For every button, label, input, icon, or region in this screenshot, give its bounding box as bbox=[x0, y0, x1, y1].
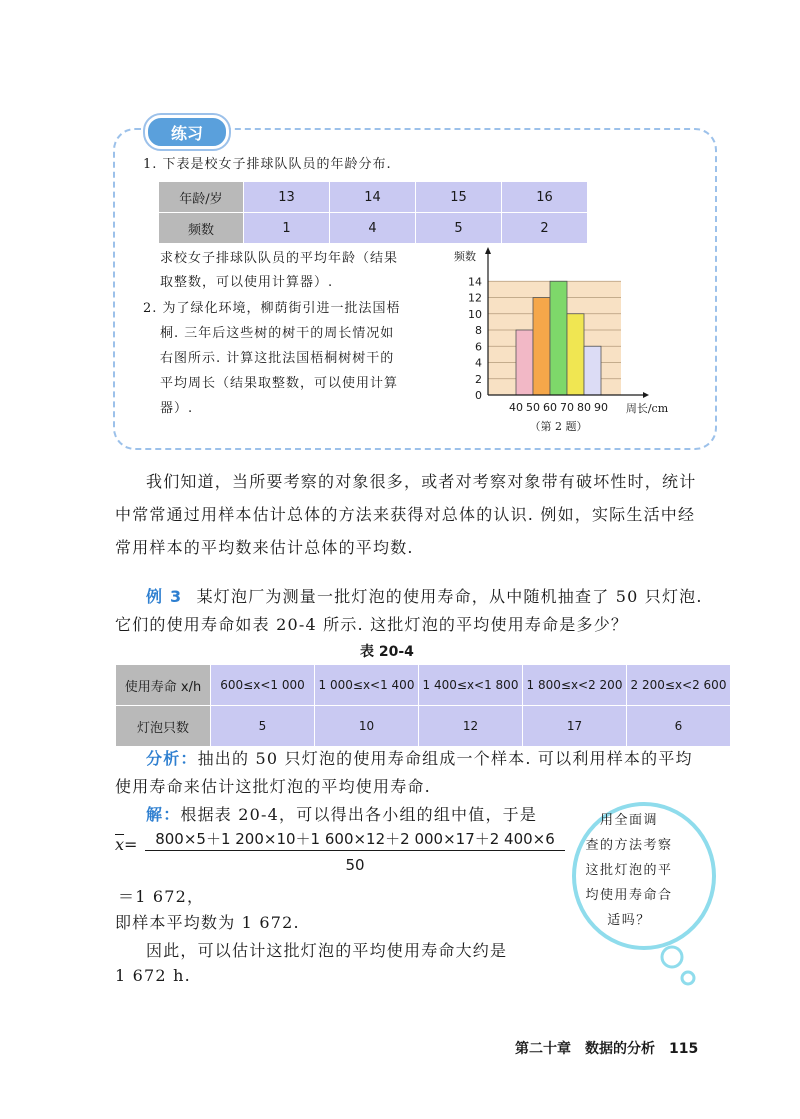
table-cell: 4 bbox=[330, 213, 416, 244]
formula-xbar bbox=[115, 835, 137, 854]
exercise-q2-line-5: 器）. bbox=[160, 401, 194, 416]
table-row bbox=[159, 213, 588, 244]
thought-bubble bbox=[566, 808, 682, 933]
x-tick-label: 60 bbox=[543, 401, 557, 414]
exercise-q2-line-4: 平均周长（结果取整数，可以使用计算 bbox=[160, 376, 399, 391]
formula-denominator: 50 bbox=[345, 856, 365, 874]
histogram-bar bbox=[567, 314, 584, 395]
analysis-line-1 bbox=[146, 746, 693, 769]
table-cell: 1 000≤x<1 400 bbox=[315, 665, 419, 706]
table-cell: 17 bbox=[523, 706, 627, 747]
y-tick-label: 0 bbox=[475, 389, 482, 402]
x-tick-label: 80 bbox=[577, 401, 591, 414]
life-table bbox=[115, 664, 731, 747]
table-cell: 年龄/岁 bbox=[159, 182, 244, 213]
table-cell: 5 bbox=[211, 706, 315, 747]
histogram-bar bbox=[550, 281, 567, 395]
table-cell: 1 800≤x<2 200 bbox=[523, 665, 627, 706]
chart-caption: （第 2 题） bbox=[529, 420, 588, 433]
table-cell: 16 bbox=[502, 182, 588, 213]
bubble-line: 适吗？ bbox=[607, 913, 651, 928]
table-cell: 1 bbox=[244, 213, 330, 244]
x-axis-arrow bbox=[643, 392, 649, 398]
formula-numerator: 800×5＋1 200×10＋1 600×12＋2 000×17＋2 400×6 bbox=[155, 830, 555, 848]
table-row bbox=[116, 706, 731, 747]
exercise-q2-line-2: 桐. 三年后这些树的树干的周长情况如 bbox=[160, 326, 395, 341]
y-axis-label: 频数 bbox=[454, 250, 476, 263]
exercise-q1: 1. 下表是校女子排球队队员的年龄分布. bbox=[143, 157, 392, 172]
table-title: 表 20-4 bbox=[360, 644, 414, 660]
x-tick-label: 70 bbox=[560, 401, 574, 414]
table-cell: 14 bbox=[330, 182, 416, 213]
example-text-1: 某灯泡厂为测量一批灯泡的使用寿命，从中随机抽查了 50 只灯泡. bbox=[196, 587, 703, 606]
table-cell: 2 bbox=[502, 213, 588, 244]
x-axis-label: 周长/cm bbox=[625, 402, 669, 415]
table-cell: 10 bbox=[315, 706, 419, 747]
bubble-line: 查的方法考察 bbox=[585, 838, 673, 853]
table-cell: 频数 bbox=[159, 213, 244, 244]
paragraph-line-3: 常用样本的平均数来估计总体的平均数. bbox=[115, 538, 414, 557]
y-tick-label: 2 bbox=[475, 372, 482, 386]
y-tick-label: 4 bbox=[475, 356, 482, 370]
exercise-tag: 练习 bbox=[145, 115, 229, 149]
bubble-line: 这批灯泡的平 bbox=[585, 863, 673, 878]
table-cell: 15 bbox=[416, 182, 502, 213]
xbar-symbol: $\overline{x}$ bbox=[115, 835, 125, 854]
conclusion-line-2: 因此，可以估计这批灯泡的平均使用寿命大约是 bbox=[146, 941, 508, 960]
solution-text-1: 根据表 20-4，可以得出各小组的组中值，于是 bbox=[180, 805, 538, 824]
page-footer: 第二十章 数据的分析 115 bbox=[515, 1041, 699, 1057]
x-tick-label: 90 bbox=[594, 401, 608, 414]
table-cell: 600≤x<1 000 bbox=[211, 665, 315, 706]
bubble-line: 用全面调 bbox=[599, 813, 658, 828]
table-cell: 1 400≤x<1 800 bbox=[419, 665, 523, 706]
equals-sign: = bbox=[124, 835, 138, 854]
exercise-q2-line-3: 右图所示. 计算这批法国梧桐树树干的 bbox=[160, 351, 395, 366]
table-cell: 2 200≤x<2 600 bbox=[627, 665, 731, 706]
solution-label: 解： bbox=[146, 805, 181, 824]
table-cell: 使用寿命 x/h bbox=[116, 665, 211, 706]
histogram-bar bbox=[584, 346, 601, 395]
table-cell: 灯泡只数 bbox=[116, 706, 211, 747]
conclusion-line-3: 1 672 h. bbox=[115, 966, 191, 985]
result-line: ＝1 672， bbox=[118, 887, 205, 906]
fraction-bar bbox=[145, 850, 565, 851]
histogram-bar bbox=[516, 330, 533, 395]
exercise-q1-ask-1: 求校女子排球队队员的平均年龄（结果 bbox=[160, 251, 399, 266]
analysis-line-2: 使用寿命来估计这批灯泡的平均使用寿命. bbox=[115, 777, 431, 796]
table-cell: 6 bbox=[627, 706, 731, 747]
table-row bbox=[159, 182, 588, 213]
y-tick-label: 6 bbox=[475, 340, 482, 354]
x-tick-label: 50 bbox=[526, 401, 540, 414]
histogram-bar bbox=[533, 298, 550, 396]
example-label: 例 3 bbox=[146, 587, 183, 606]
bubble-line: 均使用寿命合 bbox=[585, 888, 673, 903]
exercise-q1-ask-2: 取整数，可以使用计算器）. bbox=[160, 275, 334, 290]
histogram-chart bbox=[448, 246, 708, 446]
table-cell: 5 bbox=[416, 213, 502, 244]
y-tick-label: 10 bbox=[468, 307, 482, 321]
analysis-text-1: 抽出的 50 只灯泡的使用寿命组成一个样本. 可以利用样本的平均 bbox=[197, 749, 693, 768]
table-cell: 13 bbox=[244, 182, 330, 213]
solution-line-1 bbox=[146, 802, 537, 825]
age-table bbox=[158, 181, 588, 244]
exercise-q2-line-1: 2. 为了绿化环境，柳荫街引进一批法国梧 bbox=[143, 301, 401, 316]
y-axis-arrow bbox=[485, 247, 491, 254]
x-tick-label: 40 bbox=[509, 401, 523, 414]
analysis-label: 分析： bbox=[146, 749, 198, 768]
table-row bbox=[116, 665, 731, 706]
y-tick-label: 12 bbox=[468, 291, 482, 305]
example-line-1 bbox=[146, 584, 703, 607]
paragraph-line-1: 我们知道，当所要考察的对象很多，或者对考察对象带有破坏性时，统计 bbox=[146, 472, 697, 491]
y-tick-label: 14 bbox=[468, 275, 482, 289]
table-cell: 12 bbox=[419, 706, 523, 747]
paragraph-line-2: 中常常通过用样本估计总体的方法来获得对总体的认识. 例如，实际生活中经 bbox=[115, 505, 696, 524]
conclusion-line-1: 即样本平均数为 1 672. bbox=[115, 913, 300, 932]
example-line-2: 它们的使用寿命如表 20-4 所示. 这批灯泡的平均使用寿命是多少？ bbox=[115, 615, 629, 634]
y-tick-label: 8 bbox=[475, 324, 482, 337]
